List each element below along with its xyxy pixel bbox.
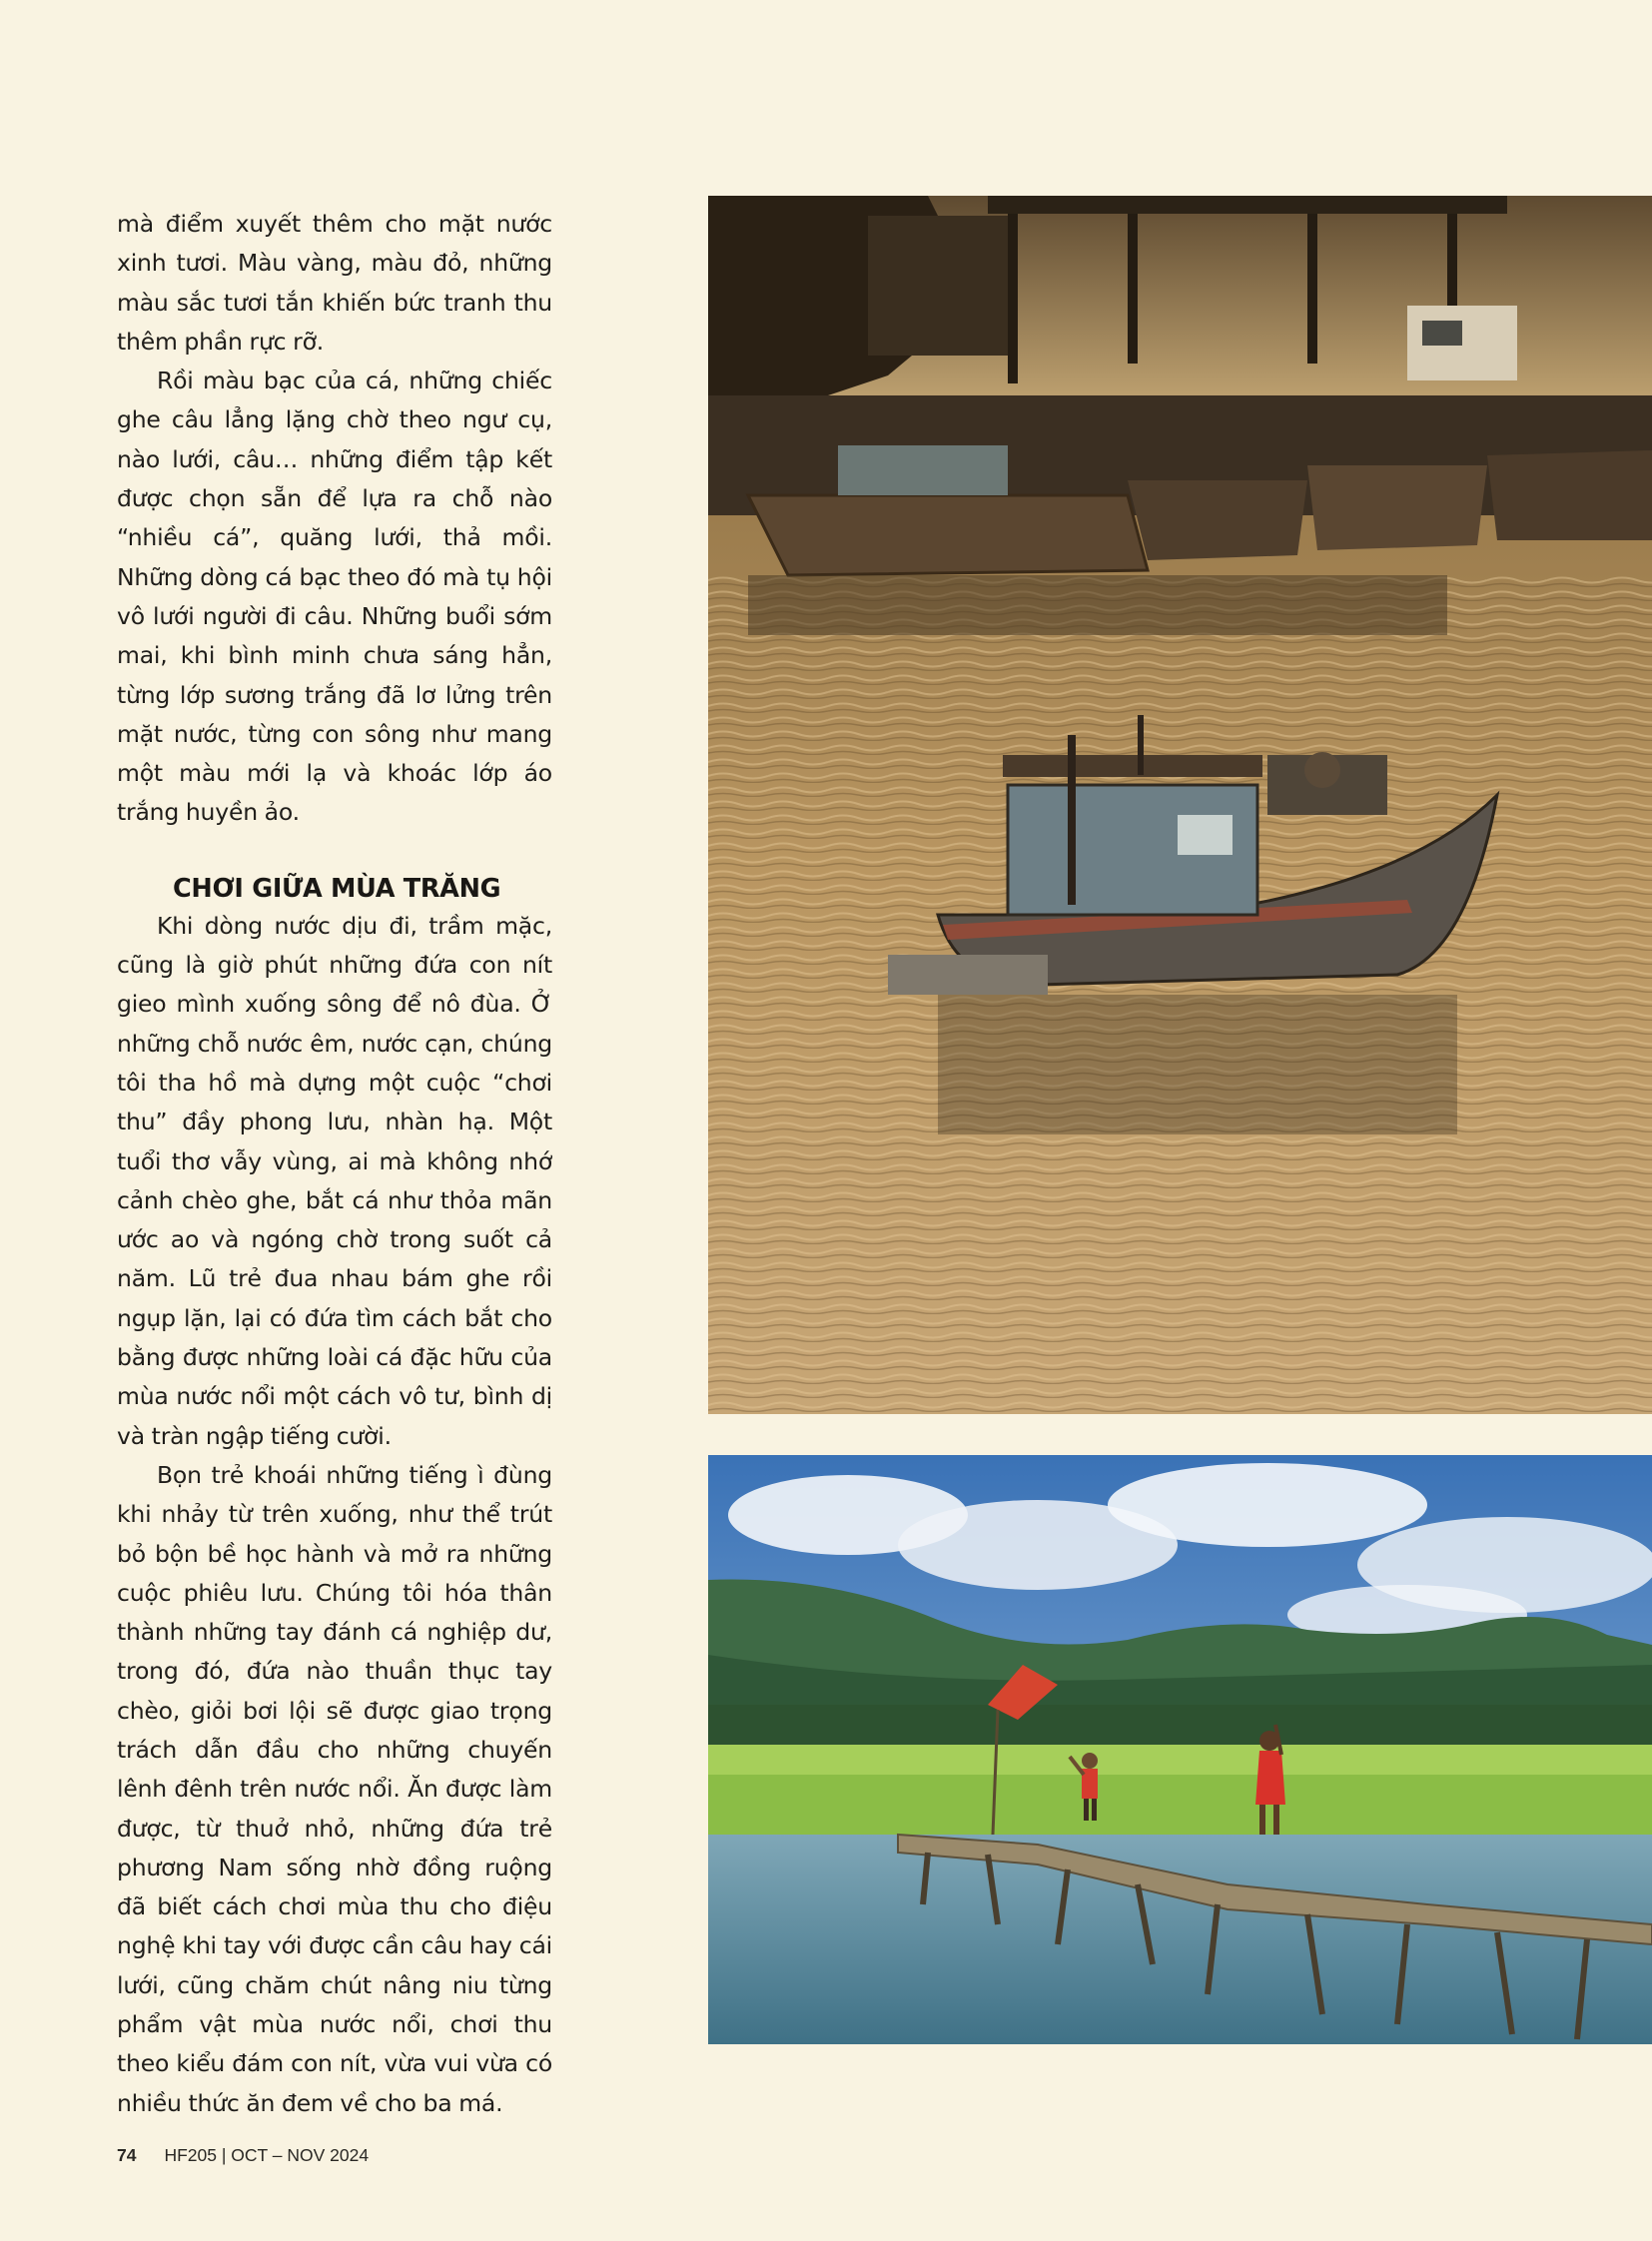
article-column [117,205,552,2123]
page-number: 74 [117,2145,137,2165]
paragraph-intro-2: Rồi màu bạc của cá, những chiếc ghe câu lẳng lặng chờ theo ngư cụ, nào lưới, câu… những điểm tập kết được chọn sẵn để lựa ra chỗ nào “nhiều cá”, quăng lưới, thả mồi. Những dòng cá bạc theo đó mà tụ hội vô lưới người đi câu. Những buổi sớm mai, khi bình minh chưa sáng hẳn, từng lớp sương trắng đã lơ lửng trên mặt nước, từng con sông như mang một màu mới lạ và khoác lớp áo trắng huyền ảo. [117,367,552,827]
bamboo-bridge-photo [708,1455,1652,2044]
paragraph-section-2: Bọn trẻ khoái những tiếng ì đùng khi nhảy từ trên xuống, như thể trút bỏ bộn bề học hành và mở ra những cuộc phiêu lưu. Chúng tôi hóa thân thành những tay đánh cá nghiệp dư, trong đó, đứa nào thuần thục tay chèo, giỏi bơi lội sẽ được giao trọng trách dẫn đầu cho những chuyến lênh đênh trên nước nổi. Ăn được làm được, từ thuở nhỏ, những đứa trẻ phương Nam sống nhờ đồng ruộng đã biết cách chơi mùa thu cho điệu nghệ khi tay với được cần câu hay cái lưới, cũng chăm chút nâng niu từng phẩm vật mùa nước nổi, chơi thu theo kiểu đám con nít, vừa vui vừa có nhiều thức ăn đem về cho ba má. [117,1460,552,2117]
paragraph-section-1: Khi dòng nước dịu đi, trầm mặc, cũng là giờ phút những đứa con nít gieo mình xuống sông để nô đùa. Ở những chỗ nước êm, nước cạn, chúng tôi tha hồ mà dựng một cuộc “chơi thu” đầy phong lưu, nhàn hạ. Một tuổi thơ vẫy vùng, ai mà không nhớ cảnh chèo ghe, bắt cá như thỏa mãn ước ao và ngóng chờ trong suốt cả năm. Lũ trẻ đua nhau bám ghe rồi ngụp lặn, lại có đứa tìm cách bắt cho bằng được những loài cá đặc hữu của mùa nước nổi một cách vô tư, bình dị và tràn ngập tiếng cười. [117,911,552,1450]
section-heading: CHƠI GIỮA MÙA TRĂNG [173,873,501,904]
issue-label: HF205 | OCT – NOV 2024 [164,2145,370,2165]
paragraph-intro-1: mà điểm xuyết thêm cho mặt nước xinh tươi. Màu vàng, màu đỏ, những màu sắc tươi tắn khiến bức tranh thu thêm phần rực rỡ. [117,210,552,356]
fishing-boats-photo [708,196,1652,1414]
page-footer [117,2145,369,2166]
